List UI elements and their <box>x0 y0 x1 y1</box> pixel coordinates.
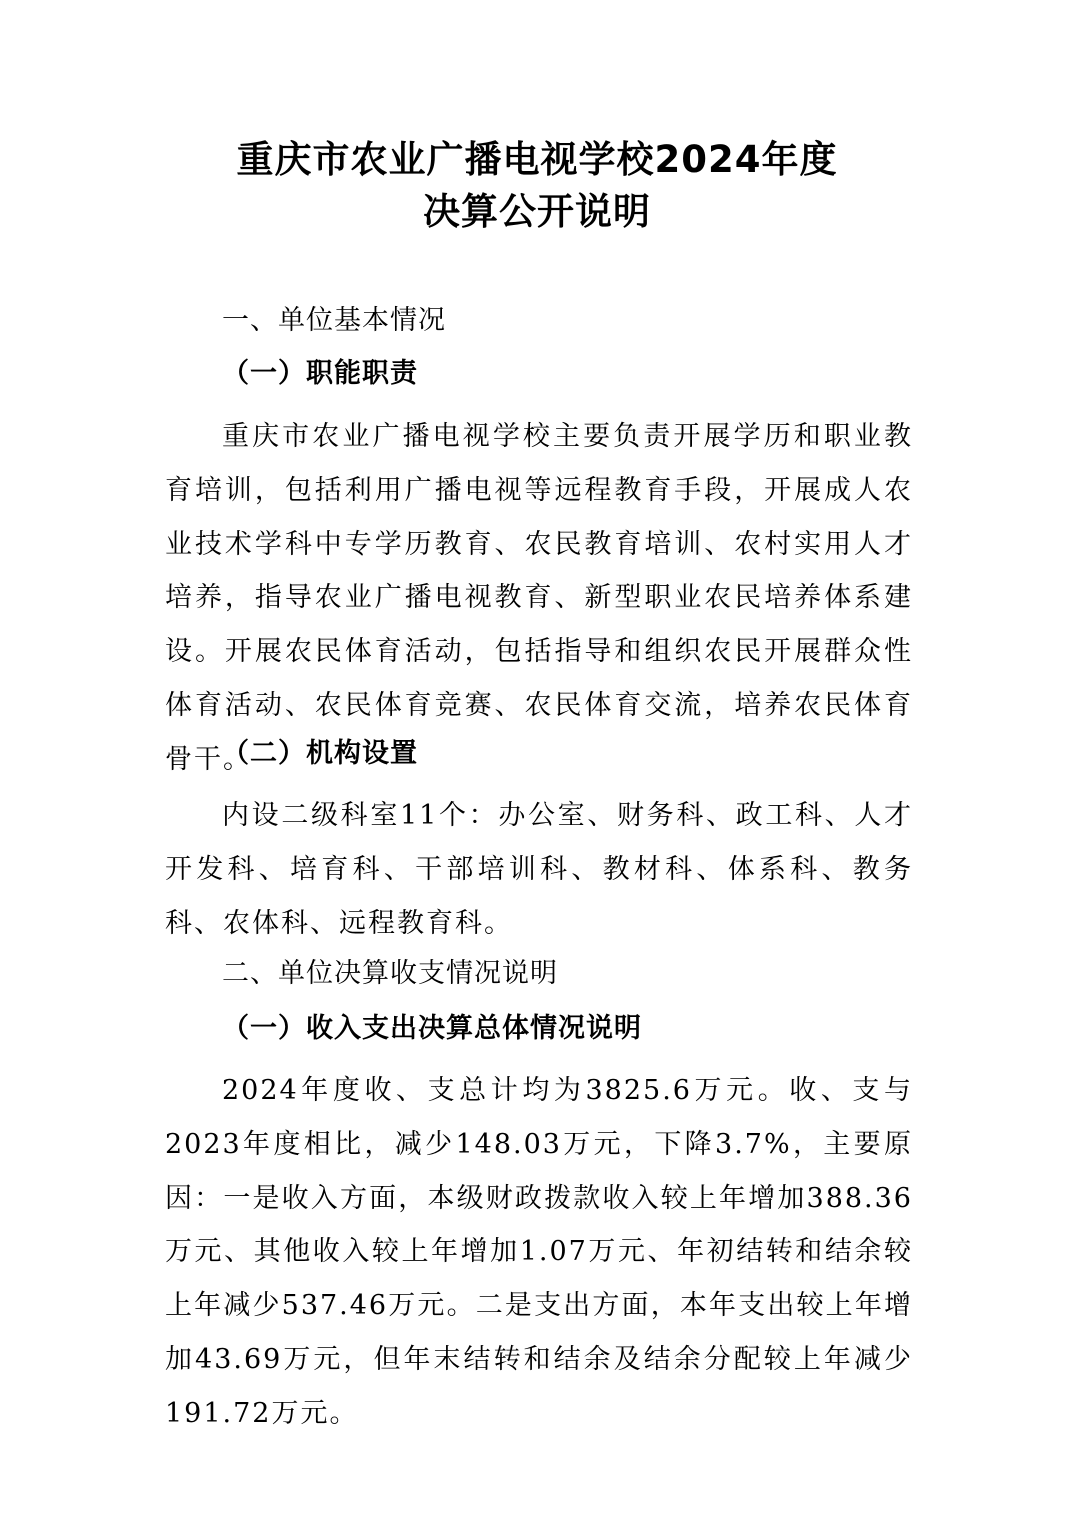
section1-sub1-paragraph: 重庆市农业广播电视学校主要负责开展学历和职业教育培训，包括利用广播电视等远程教育手段，开展成人农业技术学科中专学历教育、农民教育培训、农村实用人才培养，指导农业广播电视教育、新型职业农民培养体系建设。开展农民体育活动，包括指导和组织农民开展群众性体育活动、农民体育竞赛、农民体育交流，培养农民体育骨干。 <box>165 421 913 775</box>
document-title-line2: 决算公开说明 <box>423 190 651 233</box>
section1-sub1-heading: （一）职能职责 <box>222 358 418 389</box>
section1-sub2-paragraph: 内设二级科室11个：办公室、财务科、政工科、人才开发科、培育科、干部培训科、教材科、体系科、教务科、农体科、远程教育科。 <box>165 800 913 939</box>
document-title-line1: 重庆市农业广播电视学校2024年度 <box>236 138 838 181</box>
section2-sub1-heading: （一）收入支出决算总体情况说明 <box>222 1013 642 1044</box>
section2-sub1-paragraph: 2024年度收、支总计均为3825.6万元。收、支与2023年度相比，减少148.03万元，下降3.7%，主要原因：一是收入方面，本级财政拨款收入较上年增加388.36万元、其他收入较上年增加1.07万元、年初结转和结余较上年减少537.46万元。二是支出方面，本年支出较上年增加43.69万元，但年末结转和结余及结余分配较上年减少191.72万元。 <box>165 1075 913 1429</box>
section1-sub2-heading: （二）机构设置 <box>222 738 418 769</box>
section1-heading: 一、单位基本情况 <box>222 305 446 336</box>
section2-heading: 二、单位决算收支情况说明 <box>222 958 558 989</box>
